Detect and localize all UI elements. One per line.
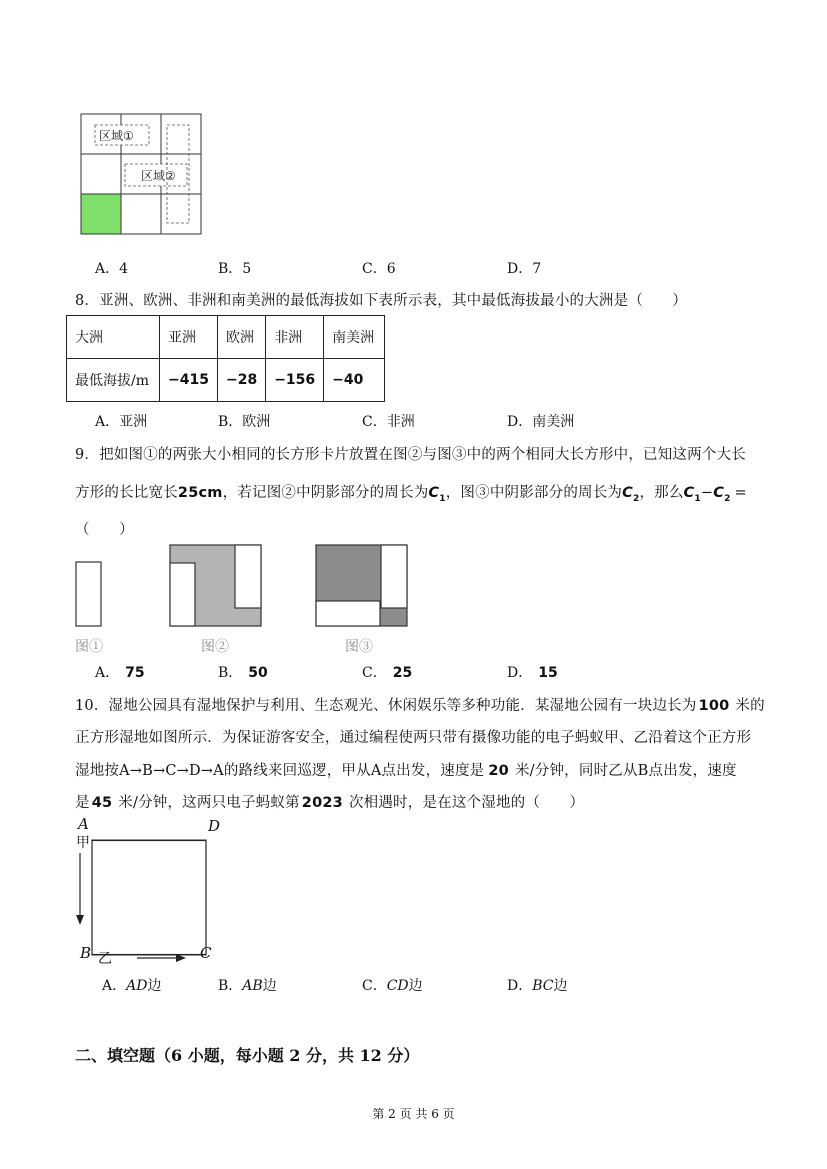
wetland-square-figure [70,815,230,967]
wetland-square [92,840,206,954]
q9-stem-line2 [75,481,747,504]
table-header-cell: 欧洲 [217,316,265,359]
q7-option-a[interactable]: A．4 [95,261,129,277]
equals-sign: = [734,485,747,501]
c1-subscript: 1 [694,493,701,504]
q7-option-b[interactable]: B．5 [218,261,252,277]
vertex-d-label: D [208,817,221,835]
q8-option-c[interactable]: C．非洲 [362,414,415,430]
q10-stem-line1 [75,694,765,715]
q9-stem-line1: 9．把如图①的两张大小相同的长方形卡片放置在图②与图③中的两个相同大长方形中，已知这两个大长 [75,447,746,463]
ant-jia-label: 甲 [76,835,90,851]
c2-subscript: 2 [724,493,731,504]
option-side: AB [242,978,263,994]
option-letter: A． [102,978,127,994]
vertex-b-label: B [80,944,92,962]
q9-text: ，图③中阴影部分的周长为 [445,485,623,501]
figure-1 [74,560,104,630]
option-letter: C． [362,665,387,681]
card-vertical [381,545,407,608]
vertex-a-label: A [78,815,89,833]
c2-symbol: C [622,485,633,501]
figure-2-label: 图② [201,639,229,655]
q9-text: ，那么 [639,485,684,501]
table-cell: −40 [324,359,385,402]
option-side: AD [126,978,148,994]
region-2-label: 区域② [141,169,176,183]
q9-text: 方形的长比宽长 [75,485,178,501]
table-header-cell: 南美洲 [324,316,385,359]
option-letter: A． [95,665,120,681]
speed-yi: 45 [91,795,113,811]
q9-text: ，若记图②中阴影部分的周长为 [222,485,429,501]
table-cell: −415 [160,359,218,402]
q8-stem: 8．亚洲、欧洲、非洲和南美洲的最低海拔如下表所示表，其中最低海拔最小的大洲是（ ） [75,293,688,309]
option-letter: B． [218,978,243,994]
table-row [67,316,385,359]
meeting-count: 2023 [301,795,343,811]
figure-1-label: 图① [75,639,103,655]
option-letter: B． [218,665,243,681]
option-side: BC [532,978,554,994]
option-letter: D． [507,665,533,681]
small-card [76,562,101,626]
section-heading: 二、填空题（6 小题，每小题 2 分，共 12 分） [75,1046,420,1065]
q8-option-b[interactable]: B．欧洲 [218,414,271,430]
q9-option-a[interactable] [95,662,145,682]
c1-symbol: C [428,485,440,501]
green-cell [81,194,121,234]
arrow-down-icon [76,915,84,925]
page-footer: 第 2 页 共 6 页 [372,1107,455,1121]
table-cell: −156 [266,359,324,402]
card-right [235,545,261,608]
figure-3 [314,543,410,629]
q9-difference: 25cm [177,485,223,501]
q10-text: 湿地按A→B→C→D→A的路线来回巡逻，甲从A点出发，速度是 [75,763,485,779]
option-value: 50 [248,665,268,681]
q10-stem-line3 [75,759,737,780]
vertex-c-label: C [200,944,212,962]
table-header-cell: 大洲 [67,316,160,359]
option-suffix: 边 [408,978,423,994]
figure-3-label: 图③ [345,639,373,655]
figure-2 [168,543,264,629]
q10-text: 次相遇时，是在这个湿地的（ ） [348,795,585,811]
table-header-cell: 非洲 [266,316,324,359]
c2-subscript: 2 [632,493,640,504]
table-header-cell: 亚洲 [160,316,218,359]
option-letter: C． [362,978,387,994]
card-horizontal [316,601,380,626]
option-value: 15 [538,665,558,681]
q7-grid-figure [79,112,203,236]
option-suffix: 边 [553,978,568,994]
q10-stem-line2: 正方形湿地如图所示．为保证游客安全，通过编程使两只带有摄像功能的电子蚂蚁甲、乙沿着这个正方形 [75,730,752,746]
speed-jia: 20 [488,763,509,779]
q9-option-d[interactable] [507,662,558,682]
q9-option-c[interactable] [362,662,412,682]
q10-option-d[interactable] [507,975,568,995]
q8-option-d[interactable]: D．南美洲 [507,414,575,430]
c1-symbol: C [683,485,695,501]
q9-stem-line3: （ ） [75,522,134,538]
option-value: 25 [392,665,413,681]
altitude-table [66,315,385,402]
minus-sign: − [700,485,714,501]
table-cell: −28 [217,359,265,402]
option-letter: D． [507,978,533,994]
q10-option-a[interactable] [102,975,161,995]
table-row [67,359,385,402]
q7-option-c[interactable]: C．6 [362,261,396,277]
option-suffix: 边 [147,978,162,994]
q10-option-c[interactable] [362,975,423,995]
q10-text: 米/分钟，这两只电子蚂蚁第 [118,795,300,811]
option-suffix: 边 [262,978,277,994]
q10-text: 米/分钟，同时乙从B点出发，速度 [514,763,737,779]
q10-text: 是 [75,795,90,811]
side-length: 100 [698,698,730,714]
c2-symbol: C [713,485,725,501]
q7-option-d[interactable]: D．7 [507,261,542,277]
q8-option-a[interactable]: A．亚洲 [95,414,148,430]
region-1-label: 区域① [99,129,134,143]
option-value: 75 [125,665,145,681]
q10-stem-line4 [75,791,584,812]
table-row-label: 最低海拔/m [67,359,160,402]
c1-subscript: 1 [439,493,446,504]
q10-text: 米的 [735,698,765,714]
card-left [170,563,195,626]
option-side: CD [386,978,409,994]
q10-option-b[interactable] [218,975,277,995]
q9-option-b[interactable] [218,662,268,682]
q10-text: 10．湿地公园具有湿地保护与利用、生态观光、休闲娱乐等多种功能．某湿地公园有一块边长为 [75,698,697,714]
ant-yi-label: 乙 [98,951,112,967]
